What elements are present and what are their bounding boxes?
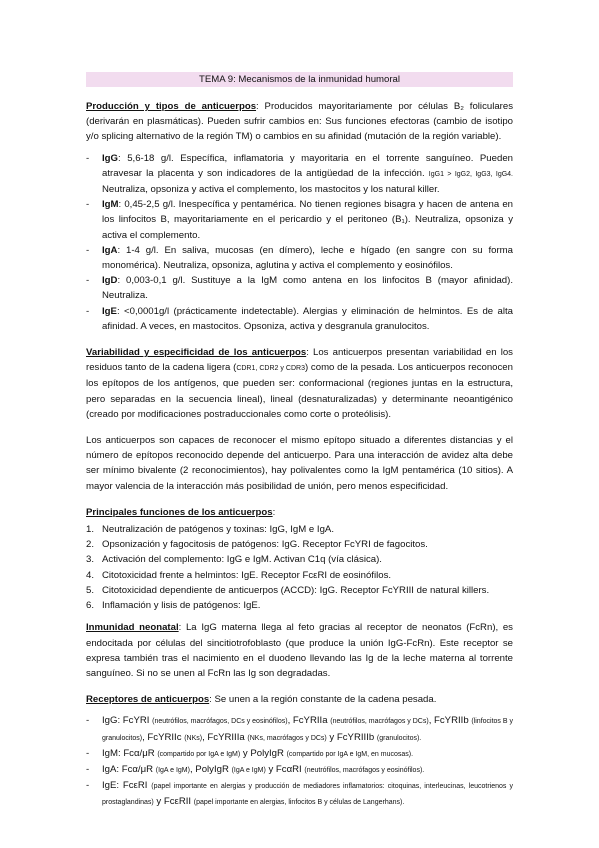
list-item [86, 746, 513, 762]
neonatal-paragraph [86, 620, 513, 681]
list-item [86, 713, 513, 745]
receptor-detail: (granulocitos). [376, 734, 422, 742]
variability-paragraph [86, 345, 513, 422]
ig-name: IgG [102, 152, 118, 164]
item-number: 2. [86, 539, 95, 551]
receptor-list [86, 713, 513, 810]
receptor-text: y FcαRI [265, 763, 305, 775]
ig-name: IgD [102, 275, 118, 287]
receptor-detail: (linfocitos B y granulocitos) [102, 718, 514, 742]
receptor-text: IgA: Fcα/μR [102, 763, 156, 775]
receptor-text: y PolyIgR [240, 747, 287, 759]
list-item [86, 598, 513, 613]
receptor-detail: (NKs) [184, 734, 203, 742]
list-item [86, 243, 513, 273]
ig-text: : 0,003-0,1 g/l. Sustituye a la IgM como antena en los linfocitos B (mayor afinidad). Neutraliza. [102, 275, 513, 302]
receptors-heading: Receptores de anticuerpos [86, 694, 210, 706]
ig-text: : 1-4 g/l. En saliva, mucosas (en dímero), leche e hígado (en sangre con su forma monomérica). Neutraliza, opsoniza, aglutina y activa el complemento y eosinófilos. [102, 244, 513, 272]
list-item [86, 304, 513, 334]
item-number: 6. [86, 600, 95, 612]
receptor-detail: (NKs, macrófagos y DCs) [247, 734, 327, 742]
list-item [86, 583, 513, 598]
list-item [86, 762, 513, 778]
item-text: Activación del complemento: IgG e IgM. Activan C1q (vía clásica). [102, 554, 382, 566]
receptor-detail: (neutrófilos, macrófagos y eosinófilos). [304, 766, 425, 774]
item-text: Inflamación y lisis de patógenos: IgE. [102, 600, 261, 612]
item-number: 4. [86, 569, 95, 581]
receptor-detail: (papel importante en alergias, linfocitos B y células de Langerhans). [193, 799, 405, 807]
ig-text-after: Neutraliza, opsoniza y activa el complemento, los mastocitos y los natural killer. [102, 184, 440, 196]
receptor-text: , FcYRIIb [428, 715, 472, 727]
receptor-text: , FcYRIIa [287, 715, 331, 727]
item-text: Opsonización y fagocitosis de patógenos: IgG. Receptor FcYRI de fagocitos. [102, 539, 428, 551]
item-number: 3. [86, 554, 95, 566]
variability-heading: Variabilidad y especificidad de los anticuerpos [86, 347, 307, 359]
item-number: 1. [86, 524, 95, 536]
receptors-paragraph [86, 692, 513, 707]
receptor-text: IgG: FcYRI [102, 715, 153, 727]
production-heading: Producción y tipos de anticuerpos [86, 101, 257, 112]
list-item [86, 522, 513, 537]
receptor-detail: (neutrófilos, macrófagos y DCs) [330, 718, 429, 726]
functions-heading-line [86, 505, 513, 520]
ig-text: : <0,0001g/l (prácticamente indetectable). Alergias y eliminación de helmintos. Es de alta afinidad. A veces, en mastocitos. Opsoniza, activa y desgranula granulocitos. [102, 305, 513, 332]
functions-heading: Principales funciones de los anticuerpos [86, 506, 273, 518]
ig-name: IgE [102, 305, 117, 317]
receptor-detail: (neutrófilos, macrófagos, DCs y eosinófilos) [152, 718, 288, 726]
variability-text: : Los anticuerpos presentan variabilidad en los residuos tanto de la cadena ligera ( [86, 347, 513, 374]
receptor-text: y FcYRIIIb [326, 731, 377, 743]
item-text: Citotoxicidad dependiente de anticuerpos (ACCD): IgG. Receptor FcYRIII de natural killers. [102, 584, 490, 596]
receptor-detail: (IgA e IgM) [155, 766, 190, 774]
receptor-text: , PolyIgR [189, 763, 232, 775]
list-item [86, 273, 513, 303]
ig-name: IgA [102, 244, 118, 256]
cdr-small-text: CDR1, CDR2 y CDR3 [236, 365, 305, 373]
ig-name: IgM [102, 199, 119, 211]
neonatal-text: : La IgG materna llega al feto gracias al receptor de neonatos (FcRn), es endocitada por células del sincitiotrofoblasto (que produce la unión IgG-FcRn). Este receptor se expresa también tras el nacimiento en el duodeno llevando las Ig de la leche materna al torrente sanguíneo. Si no se unen al FcRn las Ig son degradadas. [86, 622, 513, 679]
list-item [86, 151, 513, 198]
receptor-detail: (papel importante en alergias y producción de mediadores inflamatorios: citoquinas, interleucinas, leucotrienos y prostaglandinas) [102, 783, 513, 807]
neonatal-heading: Inmunidad neonatal [86, 622, 179, 634]
functions-list [86, 522, 513, 613]
avidity-paragraph: Los anticuerpos son capaces de reconocer el mismo epítopo situado a diferentes distancias y el número de epítopos reconocido depende del anticuerpo. Para una interacción de avidez alta debe ser mínimo bivalente (2 reconocimientos), hay polivalentes como la IgM pentamérica (10 sitios). A mayor valencia de la interacción más posibilidad de unión, pero menos especificidad. [86, 435, 513, 492]
receptor-detail: (compartido por IgA e IgM, en mucosas). [286, 750, 414, 758]
item-number: 5. [86, 584, 95, 596]
ig-text: : 0,45-2,5 g/l. Inespecífica y pentamérica. No tienen regiones bisagra y hacen de antena en los linfocitos B, mayoritariamente en el pericardio y el peritoneo (B₁). Neutraliza, opsoniza y activa el complemento. [102, 199, 513, 241]
production-paragraph [86, 99, 513, 145]
receptor-detail: (compartido por IgA e IgM) [157, 750, 241, 758]
production-text: : Producidos mayoritariamente por células B₂ foliculares (derivarán en plasmáticas). Pueden sufrir cambios en: Sus funciones efectoras (cambio de isotipo y/o splicing alternativo de la región TM) o cambios en su afinidad (mutación de la región variable). [86, 101, 513, 143]
receptor-text: IgM: Fcα/μR [102, 747, 158, 759]
receptors-text: : Se unen a la región constante de la cadena pesada. [209, 694, 437, 706]
functions-colon: : [272, 506, 276, 518]
page-title: TEMA 9: Mecanismos de la inmunidad humoral [86, 72, 513, 87]
item-text: Citotoxicidad frente a helmintos: IgE. Receptor FcεRI de eosinófilos. [102, 569, 392, 581]
variability-text-cont: ) como de la pesada. Los anticuerpos reconocen los epítopos de los antígenos, que pueden ser: conformacional (regiones juntas en la estructura, pero separadas en la secuencia lineal), lineal (desnaturalizadas) y determinante neoantigénico (creado por modificaciones postraduccionales como corte o proteólisis). [86, 362, 513, 420]
list-item [86, 552, 513, 567]
list-item [86, 568, 513, 583]
list-item [86, 197, 513, 243]
list-item [86, 537, 513, 552]
list-item [86, 778, 513, 810]
ig-small-text: IgG1 > IgG2, IgG3, IgG4. [428, 170, 513, 178]
receptor-text: IgE: FcεRI [102, 780, 152, 792]
receptor-text: y FcεRII [153, 796, 194, 808]
item-text: Neutralización de patógenos y toxinas: IgG, IgM e IgA. [102, 524, 334, 536]
ig-text: : 5,6-18 g/l. Específica, inflamatoria y mayoritaria en el torrente sanguíneo. Pueden atravesar la placenta y son indicadores de la antigüedad de la infección. [102, 152, 513, 179]
immunoglobulin-list [86, 151, 513, 334]
receptor-text: , FcYRIIIa [202, 731, 248, 743]
receptor-text: , FcYRIIc [142, 731, 185, 743]
receptor-detail: (IgA e IgM) [231, 766, 266, 774]
